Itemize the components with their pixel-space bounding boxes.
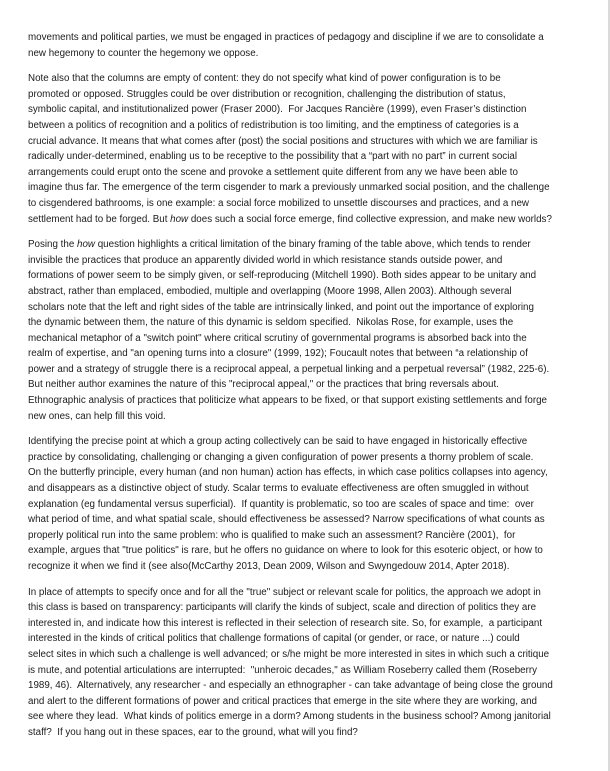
text-line: formations of power seem to be simply given, or self-reproducing (Mitchell 1990). Both sides appear to be unitary and [28,270,537,282]
paragraph [28,434,586,574]
text-line: settlement had to be forged. But how does such a social force emerge, find collective expression, and make new worlds? [28,213,552,225]
text-line: power and a strategy of struggle there is a reciprocal appeal, a perpetual linking and a perpetual reversal” (1982, 225-6). [28,363,550,375]
text-line: Posing the how question highlights a critical limitation of the binary framing of the table above, which tends to render [28,239,531,251]
text-line: But neither author examines the nature of this "reciprocal appeal," or the practices that bring reversals about. [28,379,499,391]
text-line: explanation (eg fundamental versus superficial). If quantity is problematic, so too are scales of space and time: over [28,498,534,510]
text-line: Ethnographic analysis of practices that politicize what appears to be fixed, or that support existing settlements and forge [28,395,547,407]
text-line: see where they lead. What kinds of politics emerge in a dorm? Among students in the business school? Among janitorial [28,711,551,723]
text-line: arrangements could erupt onto the scene and provoke a settlement quite different from any we have been able to [28,166,518,178]
text-line: On the butterfly principle, every human (and non human) action has effects, in which case politics collapses into agency, [28,467,548,479]
paragraph [28,237,586,424]
text-line: to cisgendered bathrooms, is one example: a social force mobilized to unsettle discourses and practices, and a new [28,197,530,209]
text-line: promoted or opposed. Struggles could be over distribution or recognition, challenging the distribution of status, [28,88,506,100]
text-line: 1989, 46). Alternatively, any researcher - and especially an ethnographer - can take advantage of being close the ground [28,680,553,692]
text-line: Note also that the columns are empty of content: they do not specify what kind of power configuration is to be [28,73,501,85]
text-line: between a politics of recognition and a politics of redistribution is too limiting, and the emptiness of categories is a [28,119,519,131]
text-line: new hegemony to counter the hegemony we oppose. [28,47,259,59]
text-line: mechanical metaphor of a "switch point" where critical scrutiny of governmental programs is absorbed back into the [28,332,527,344]
text-line: recognize it when we find it (see also(McCarthy 2013, Dean 2009, Wilson and Swyngedouw 2014, Apter 2018). [28,561,510,572]
text-line: interested in, and indicate how this interest is reflected in their selection of research site. So, for example, a participant [28,617,543,629]
text-line: imagine thus far. The emergence of the term cisgender to mark a previously unmarked social position, and the challenge [28,182,550,194]
text-line: and disappears as a distinctive object of study. Scalar terms to evaluate effectiveness are often smuggled in without [28,483,529,495]
paragraph [28,71,586,227]
text-line: properly political run into the same problem: who is qualified to make such an assessment? Rancière (2001), for [28,529,516,541]
text-line: select sites in which such a challenge is well advanced; or s/he might be more interested in sites in which such a critique [28,648,550,660]
text-line: invisible the practices that produce an apparently divided world in which resistance stands outside power, and [28,254,503,266]
text-line: Identifying the precise point at which a group acting collectively can be said to have engaged in historically effective [28,436,528,448]
paragraph [28,585,586,741]
text-line: In place of attempts to specify once and for all the "true" subject or relevant scale for politics, the approach we adopt in [28,586,541,598]
text-line: abstract, rather than emplaced, embodied, multiple and overlapping (Moore 1998, Allen 2003). Although several [28,285,512,297]
document-text [28,30,586,751]
text-line: movements and political parties, we must be engaged in practices of pedagogy and discipline if we are to consolidate a [28,32,544,43]
text-line: example, argues that "true politics" is rare, but he offers no guidance on where to look for this esoteric object, or how to [28,545,543,557]
text-line: is mute, and potential articulations are interrupted: "unheroic decades," as William Roseberry called them (Roseberry [28,664,538,676]
text-line: realm of expertise, and "an opening turns into a closure" (1999, 192); Foucault notes that between “a relationship of [28,348,528,360]
text-line: crucial advance. It means that what comes after (post) the social positions and structures with which we are familiar is [28,135,538,147]
text-line: what period of time, and what spatial scale, should effectiveness be assessed? Narrow specifications of what counts as [28,514,545,526]
text-line: symbolic capital, and institutionalized power (Fraser 2000). For Jacques Rancière (1999), even Fraser’s distinction [28,104,527,116]
text-line: the dynamic between them, the nature of this dynamic is seldom specified. Nikolas Rose, for example, uses the [28,317,514,329]
text-line: interested in the kinds of critical politics that challenge formations of capital (or gender, or race, or nature ...) could [28,633,520,645]
text-line: and alert to the different formations of power and critical practices that emerge in the site where they are working, and [28,695,537,707]
text-line: scholars note that the left and right sides of the table are intrinsically linked, and point out the importance of exploring [28,301,534,313]
text-line: staff? If you hang out in these spaces, ear to the ground, what will you find? [28,726,358,738]
text-line: practice by consolidating, challenging or changing a given configuration of power presents a thorny problem of scale. [28,451,534,463]
paragraph [28,30,586,61]
text-line: this class is based on transparency: participants will clarify the kinds of subject, scale and direction of politics they are [28,602,537,614]
text-line: new ones, can help fill this void. [28,410,166,422]
text-line: radically under-determined, enabling us to be receptive to the possibility that a “part with no part” in current social [28,151,518,163]
